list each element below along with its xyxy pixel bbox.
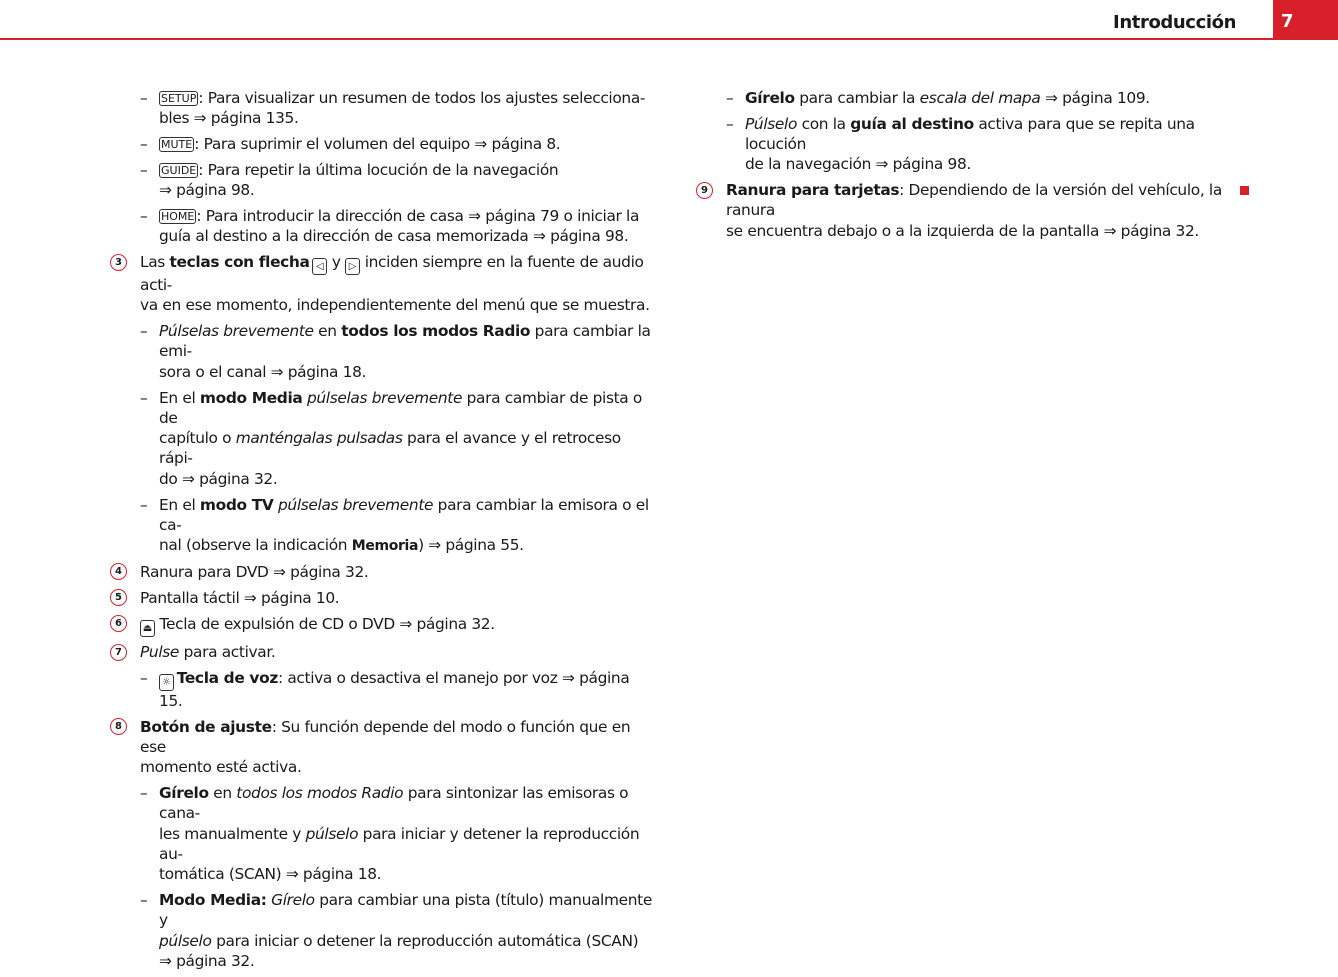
sub-text-2: sora o el canal ⇒ página 18. bbox=[159, 362, 367, 381]
left-column bbox=[108, 88, 653, 977]
sub-italic: púlselo bbox=[159, 931, 212, 950]
item-3-text: Las bbox=[140, 253, 170, 272]
sub-text: para cambiar de pista o de bbox=[159, 388, 642, 427]
sub-text: para cambiar una pista (título) manualmente y bbox=[159, 891, 652, 930]
item-9 bbox=[694, 180, 1239, 241]
item-9-bold: Ranura para tarjetas bbox=[726, 181, 900, 200]
sub-text-2: les manualmente y bbox=[159, 824, 306, 843]
sub-bold: Memoria bbox=[351, 538, 419, 555]
sub-italic: todos los modos Radio bbox=[236, 784, 404, 803]
sub-text: para cambiar la emi- bbox=[159, 322, 651, 361]
item-3-sub-2 bbox=[108, 388, 653, 489]
callout-number-9: 9 bbox=[696, 182, 713, 199]
sub-text: para sintonizar las emisoras o cana- bbox=[159, 784, 629, 823]
sub-text-2: de la navegación ⇒ página 98. bbox=[745, 155, 971, 174]
sub-text-2: para iniciar y detener la reproducción au- bbox=[159, 824, 640, 863]
item-7-sub bbox=[108, 668, 653, 711]
sub-italic: púlselo bbox=[305, 824, 359, 843]
item-7-text: para activar. bbox=[179, 643, 276, 662]
setup-text: : Para visualizar un resumen de todos los ajustes selecciona- bbox=[198, 89, 646, 107]
dash: – bbox=[726, 114, 734, 133]
header-rule bbox=[0, 38, 1338, 40]
item-8-sub-1 bbox=[108, 783, 653, 884]
sub-text-2: nal (observe la indicación bbox=[159, 536, 352, 555]
sub-bold: Tecla de voz bbox=[176, 668, 278, 687]
guide-text: : Para repetir la última locución de la navegación bbox=[198, 160, 559, 179]
arrow-right-key-icon: ▷ bbox=[345, 258, 360, 275]
callout-number-6: 6 bbox=[110, 615, 127, 632]
item-3-text-post: inciden siempre en la fuente de audio acti- bbox=[140, 253, 644, 295]
item-8-text-2: momento esté activa. bbox=[140, 758, 302, 777]
sub-italic: escala del mapa bbox=[919, 89, 1041, 107]
callout-number-4: 4 bbox=[110, 563, 127, 580]
arrow-left-key-icon: ◁ bbox=[312, 258, 327, 275]
item-4-text: Ranura para DVD ⇒ página 32. bbox=[140, 562, 369, 581]
sub-bold: Modo Media: bbox=[159, 891, 267, 909]
item-8-sub-2 bbox=[108, 890, 653, 971]
dash: – bbox=[140, 495, 148, 514]
callout-number-7: 7 bbox=[110, 644, 127, 661]
sub-text-3: tomática (SCAN) ⇒ página 18. bbox=[159, 865, 382, 884]
item-3 bbox=[108, 252, 653, 316]
guide-text-2: ⇒ página 98. bbox=[159, 181, 255, 200]
item-3-text-2: va en ese momento, independientemente del menú que se muestra. bbox=[140, 296, 650, 315]
guide-entry bbox=[108, 160, 653, 201]
sub-text: en bbox=[313, 322, 342, 341]
item-8 bbox=[108, 717, 653, 778]
sub-text: activa para que se repita una locución bbox=[745, 114, 1195, 154]
sub-bold: guía al destino bbox=[850, 114, 974, 133]
sub-bold: Gírelo bbox=[745, 89, 795, 107]
sub-text-2: capítulo o bbox=[159, 429, 236, 448]
item-7 bbox=[108, 642, 653, 662]
sub-italic: Gírelo bbox=[271, 891, 315, 909]
dash: – bbox=[140, 160, 148, 179]
sub-text-3: ⇒ página 32. bbox=[159, 951, 255, 970]
dash: – bbox=[140, 891, 148, 909]
setup-text-2: bles ⇒ página 135. bbox=[159, 109, 299, 128]
dash: – bbox=[140, 206, 148, 225]
dash: – bbox=[140, 388, 148, 407]
sub-bold: todos los modos Radio bbox=[341, 322, 531, 341]
item-4 bbox=[108, 562, 653, 582]
sub-text: En el bbox=[159, 388, 200, 407]
home-entry bbox=[108, 206, 653, 247]
sub-italic: Púlselas brevemente bbox=[159, 322, 314, 341]
sub-italic: púlselas brevemente bbox=[306, 388, 463, 407]
page-number: 7 bbox=[1281, 11, 1294, 32]
mute-text: : Para suprimir el volumen del equipo ⇒ página 8. bbox=[194, 135, 561, 154]
sub-text: ⇒ página 109. bbox=[1040, 89, 1150, 107]
callout-number-3: 3 bbox=[110, 254, 127, 271]
home-text: : Para introducir la dirección de casa ⇒ página 79 o iniciar la bbox=[196, 206, 640, 225]
item-3-sub-1 bbox=[108, 321, 653, 382]
item-6 bbox=[108, 614, 653, 637]
home-key: HOME bbox=[161, 209, 195, 223]
sub-text: con la bbox=[797, 114, 851, 133]
dash: – bbox=[140, 668, 148, 687]
item-9-text-2: se encuentra debajo o a la izquierda de la pantalla ⇒ página 32. bbox=[726, 221, 1199, 240]
right-column bbox=[694, 88, 1239, 247]
voice-key-icon: ☼ bbox=[159, 674, 174, 691]
item-5-text: Pantalla táctil ⇒ página 10. bbox=[140, 588, 340, 607]
setup-entry bbox=[108, 88, 653, 129]
sub-text: en bbox=[208, 784, 237, 803]
guide-key: GUIDE bbox=[161, 163, 197, 177]
item-3-text-mid: y bbox=[327, 253, 346, 272]
dash: – bbox=[140, 89, 148, 107]
callout-number-5: 5 bbox=[110, 589, 127, 606]
sub-text-2: para iniciar o detener la reproducción automática (SCAN) bbox=[211, 931, 639, 950]
sub-text: para cambiar la emisora o el ca- bbox=[159, 495, 649, 534]
sub-italic: púlselas brevemente bbox=[278, 495, 434, 514]
item-3-sub-3 bbox=[108, 495, 653, 557]
dash: – bbox=[726, 89, 734, 107]
right-sub-2 bbox=[694, 114, 1239, 175]
callout-number-8: 8 bbox=[110, 718, 127, 735]
sub-text: : activa o desactiva el manejo por voz ⇒ página 15. bbox=[159, 668, 630, 710]
item-8-bold: Botón de ajuste bbox=[140, 717, 272, 736]
sub-text-2: para el avance y el retroceso rápi- bbox=[159, 429, 621, 468]
sub-text-2: ) ⇒ página 55. bbox=[418, 536, 524, 555]
item-5 bbox=[108, 588, 653, 608]
item-7-italic: Pulse bbox=[140, 643, 180, 662]
sub-italic: Púlselo bbox=[745, 114, 798, 133]
home-text-2: guía al destino a la dirección de casa memorizada ⇒ página 98. bbox=[159, 227, 629, 246]
sub-text: En el bbox=[159, 495, 200, 514]
item-3-bold: teclas con flecha bbox=[169, 253, 310, 272]
sub-bold: modo Media bbox=[199, 388, 303, 407]
item-9-text: : Dependiendo de la versión del vehículo, la ranura bbox=[726, 181, 1222, 220]
dash: – bbox=[140, 784, 148, 803]
item-8-text: : Su función depende del modo o función que en ese bbox=[140, 717, 631, 756]
mute-entry bbox=[108, 134, 653, 154]
end-of-section-mark bbox=[1240, 186, 1249, 195]
mute-key: MUTE bbox=[161, 138, 193, 152]
dash: – bbox=[140, 322, 148, 341]
right-sub-1 bbox=[694, 88, 1239, 108]
sub-text-3: do ⇒ página 32. bbox=[159, 469, 278, 488]
sub-italic: manténgalas pulsadas bbox=[235, 429, 403, 448]
dash: – bbox=[140, 135, 148, 154]
setup-key: SETUP bbox=[161, 92, 197, 105]
sub-text: para cambiar la bbox=[794, 89, 920, 107]
eject-key-icon: ⏏ bbox=[140, 620, 155, 637]
sub-bold: modo TV bbox=[199, 495, 274, 514]
sub-bold: Gírelo bbox=[159, 784, 209, 803]
section-title: Introducción bbox=[1113, 12, 1236, 33]
item-6-text: Tecla de expulsión de CD o DVD ⇒ página 32. bbox=[155, 614, 495, 633]
